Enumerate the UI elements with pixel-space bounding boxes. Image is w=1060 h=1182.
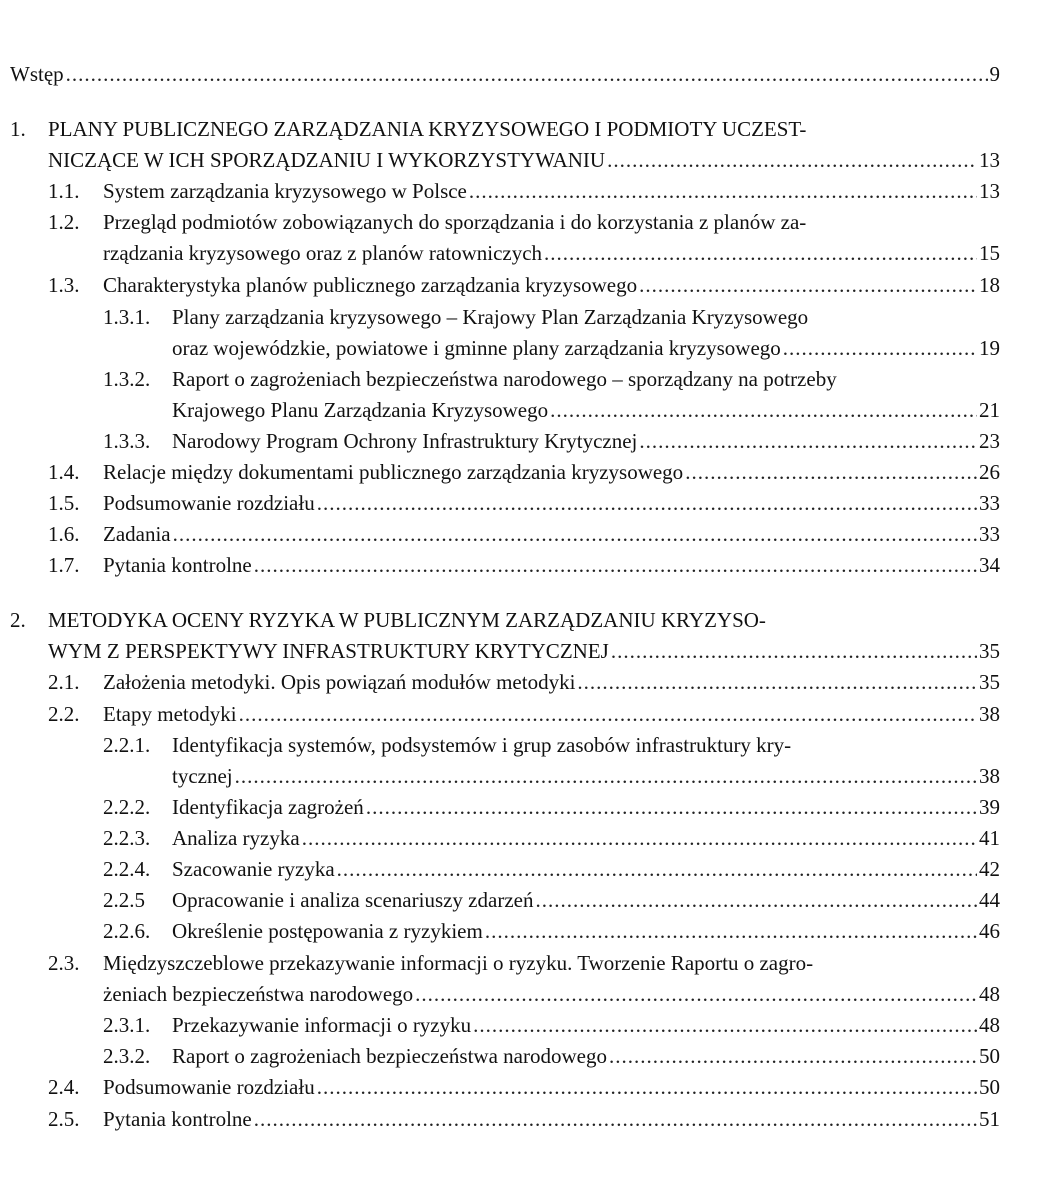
toc-entry-chapter-1-cont <box>0 144 1000 176</box>
toc-row <box>103 487 1000 519</box>
toc-entry-2-3-1 <box>0 1009 1000 1041</box>
toc-entry-number: 1.2. <box>48 210 80 234</box>
toc-entry-title: PLANY PUBLICZNEGO ZARZĄDZANIA KRYZYSOWEGO I PODMIOTY UCZEST- <box>48 117 807 141</box>
toc-leader-dots <box>469 175 977 207</box>
toc-entry-title: System zarządzania kryzysowego w Polsce <box>103 179 467 203</box>
toc-entry-2-2-1 <box>0 729 1000 761</box>
toc-page-number: 13 <box>979 179 1000 203</box>
toc-leader-dots <box>544 237 977 269</box>
toc-entry-title: tycznej <box>172 764 233 788</box>
toc-entry-2-2 <box>0 698 1000 730</box>
toc-row <box>172 915 1000 947</box>
toc-entry-1-3-1 <box>0 301 1000 333</box>
toc-entry-number: 1.1. <box>48 179 80 203</box>
toc-row <box>172 822 1000 854</box>
toc-page-number: 35 <box>979 639 1000 663</box>
toc-page-number: 48 <box>979 982 1000 1006</box>
toc-entry-number: 2.4. <box>48 1075 80 1099</box>
toc-row <box>103 237 1000 269</box>
toc-entry-chapter-2 <box>0 604 1000 636</box>
toc-page-number: 15 <box>979 241 1000 265</box>
toc-row <box>172 1009 1000 1041</box>
toc-entry-title: Podsumowanie rozdziału <box>103 491 315 515</box>
toc-entry-number: 2.3.1. <box>103 1013 151 1037</box>
toc-leader-dots <box>639 425 977 457</box>
toc-entry-2-3 <box>0 947 1000 979</box>
toc-entry-title: Plany zarządzania kryzysowego – Krajowy Plan Zarządzania Kryzysowego <box>172 305 809 329</box>
toc-entry-number: 2.1. <box>48 670 80 694</box>
toc-leader-dots <box>485 915 977 947</box>
toc-leader-dots <box>302 822 977 854</box>
toc-entry-title: Relacje między dokumentami publicznego zarządzania kryzysowego <box>103 460 684 484</box>
toc-entry-title: Raport o zagrożeniach bezpieczeństwa narodowego – sporządzany na potrzeby <box>172 367 837 391</box>
toc-row <box>10 58 1000 90</box>
toc-entry-number: 1.6. <box>48 522 80 546</box>
toc-leader-dots <box>577 666 977 698</box>
toc-entry-1-4 <box>0 456 1000 488</box>
toc-entry-title: żeniach bezpieczeństwa narodowego <box>103 982 414 1006</box>
toc-entry-number: 2. <box>10 608 26 632</box>
toc-page-number: 38 <box>979 764 1000 788</box>
toc-entry-title: Opracowanie i analiza scenariuszy zdarzeń <box>172 888 534 912</box>
toc-row <box>172 853 1000 885</box>
toc-entry-number: 2.2.2. <box>103 795 151 819</box>
toc-page-number: 33 <box>979 491 1000 515</box>
toc-row <box>172 1040 1000 1072</box>
toc-entry-title: WYM Z PERSPEKTYWY INFRASTRUKTURY KRYTYCZNEJ <box>48 639 609 663</box>
toc-row <box>103 269 1000 301</box>
toc-page-number: 35 <box>979 670 1000 694</box>
toc-row <box>172 332 1000 364</box>
toc-entry-number: 1.5. <box>48 491 80 515</box>
toc-entry-number: 1.7. <box>48 553 80 577</box>
toc-leader-dots <box>550 394 977 426</box>
toc-leader-dots <box>609 1040 977 1072</box>
toc-entry-number: 2.2.4. <box>103 857 151 881</box>
toc-leader-dots <box>317 487 977 519</box>
toc-page-number: 48 <box>979 1013 1000 1037</box>
toc-leader-dots <box>607 144 977 176</box>
toc-entry-title: Charakterystyka planów publicznego zarządzania kryzysowego <box>103 273 638 297</box>
toc-entry-2-2-2 <box>0 791 1000 823</box>
toc-entry-number: 1.3.1. <box>103 305 151 329</box>
toc-row <box>103 666 1000 698</box>
toc-entry-number: 2.2. <box>48 702 80 726</box>
toc-entry-2-5 <box>0 1103 1000 1135</box>
toc-entry-number: 2.2.5 <box>103 888 145 912</box>
toc-entry-title: Etapy metodyki <box>103 702 237 726</box>
toc-entry-title: rządzania kryzysowego oraz z planów ratowniczych <box>103 241 543 265</box>
toc-page-number: 9 <box>989 62 1000 86</box>
toc-entry-title: Wstęp <box>10 62 64 86</box>
toc-entry-title: Międzyszczeblowe przekazywanie informacji o ryzyku. Tworzenie Raportu o zagro- <box>103 951 814 975</box>
toc-row <box>172 394 1000 426</box>
toc-entry-1-3-3 <box>0 425 1000 457</box>
toc-leader-dots <box>317 1071 977 1103</box>
toc-entry-number: 1.4. <box>48 460 80 484</box>
toc-entry-title: Przegląd podmiotów zobowiązanych do sporządzania i do korzystania z planów za- <box>103 210 807 234</box>
toc-entry-number: 2.2.3. <box>103 826 151 850</box>
toc-entry-chapter-1 <box>0 113 1000 145</box>
toc-entry-1-3-2-cont <box>0 394 1000 426</box>
toc-entry-title: Krajowego Planu Zarządzania Kryzysowego <box>172 398 549 422</box>
toc-entry-number: 2.3.2. <box>103 1044 151 1068</box>
toc-entry-2-2-1-cont <box>0 760 1000 792</box>
toc-page-number: 21 <box>979 398 1000 422</box>
toc-entry-title: Zadania <box>103 522 171 546</box>
toc-row <box>48 635 1000 667</box>
toc-entry-1-3-1-cont <box>0 332 1000 364</box>
toc-entry-2-2-5 <box>0 884 1000 916</box>
toc-leader-dots <box>66 58 988 90</box>
toc-entry-number: 1.3.3. <box>103 429 151 453</box>
toc-page-number: 50 <box>979 1044 1000 1068</box>
toc-entry-1-2-cont <box>0 237 1000 269</box>
toc-entry-2-2-4 <box>0 853 1000 885</box>
toc-row <box>172 425 1000 457</box>
toc-page-number: 50 <box>979 1075 1000 1099</box>
toc-row <box>172 884 1000 916</box>
toc-entry-title: Szacowanie ryzyka <box>172 857 335 881</box>
toc-page-number: 41 <box>979 826 1000 850</box>
toc-entry-title: Pytania kontrolne <box>103 1107 252 1131</box>
toc-row <box>103 175 1000 207</box>
toc-page-number: 46 <box>979 919 1000 943</box>
toc-row <box>103 698 1000 730</box>
toc-row <box>103 518 1000 550</box>
toc-page-number: 13 <box>979 148 1000 172</box>
toc-entry-1-1 <box>0 175 1000 207</box>
toc-entry-2-2-6 <box>0 915 1000 947</box>
toc-entry-title: Raport o zagrożeniach bezpieczeństwa narodowego <box>172 1044 607 1068</box>
toc-leader-dots <box>473 1009 977 1041</box>
toc-entry-number: 2.2.1. <box>103 733 151 757</box>
toc-page-number: 18 <box>979 273 1000 297</box>
toc-row <box>103 1071 1000 1103</box>
toc-entry-title: Podsumowanie rozdziału <box>103 1075 315 1099</box>
toc-entry-number: 2.3. <box>48 951 80 975</box>
toc-leader-dots <box>535 884 977 916</box>
toc-entry-1-6 <box>0 518 1000 550</box>
toc-entry-1-2 <box>0 206 1000 238</box>
toc-leader-dots <box>783 332 977 364</box>
toc-page-number: 33 <box>979 522 1000 546</box>
toc-entry-2-1 <box>0 666 1000 698</box>
toc-leader-dots <box>415 978 977 1010</box>
toc-row <box>48 144 1000 176</box>
toc-page-number: 23 <box>979 429 1000 453</box>
toc-row <box>172 791 1000 823</box>
toc-page-number: 19 <box>979 336 1000 360</box>
toc-entry-number: 2.2.6. <box>103 919 151 943</box>
toc-entry-title: Identyfikacja systemów, podsystemów i grup zasobów infrastruktury kry- <box>172 733 792 757</box>
toc-entry-1-3-2 <box>0 363 1000 395</box>
toc-entry-2-3-2 <box>0 1040 1000 1072</box>
toc-leader-dots <box>254 1103 977 1135</box>
toc-leader-dots <box>366 791 977 823</box>
toc-page-number: 42 <box>979 857 1000 881</box>
toc-entry-wstep <box>0 58 1000 90</box>
toc-leader-dots <box>239 698 977 730</box>
toc-page-number: 38 <box>979 702 1000 726</box>
toc-entry-title: Przekazywanie informacji o ryzyku <box>172 1013 472 1037</box>
toc-page-number: 44 <box>979 888 1000 912</box>
toc-leader-dots <box>685 456 977 488</box>
toc-entry-title: Narodowy Program Ochrony Infrastruktury Krytycznej <box>172 429 638 453</box>
toc-entry-title: Określenie postępowania z ryzykiem <box>172 919 483 943</box>
toc-entry-number: 2.5. <box>48 1107 80 1131</box>
toc-entry-number: 1.3.2. <box>103 367 151 391</box>
toc-entry-title: Analiza ryzyka <box>172 826 300 850</box>
toc-row <box>103 456 1000 488</box>
toc-leader-dots <box>639 269 977 301</box>
toc-entry-1-7 <box>0 549 1000 581</box>
toc-row <box>103 549 1000 581</box>
toc-row <box>103 978 1000 1010</box>
toc-entry-number: 1. <box>10 117 26 141</box>
toc-entry-1-3 <box>0 269 1000 301</box>
toc-entry-title: Założenia metodyki. Opis powiązań modułów metodyki <box>103 670 576 694</box>
toc-entry-title: METODYKA OCENY RYZYKA W PUBLICZNYM ZARZĄDZANIU KRYZYSO- <box>48 608 766 632</box>
toc-row <box>103 1103 1000 1135</box>
toc-entry-title: NICZĄCE W ICH SPORZĄDZANIU I WYKORZYSTYWANIU <box>48 148 606 172</box>
toc-entry-title: Identyfikacja zagrożeń <box>172 795 364 819</box>
toc-page-number: 34 <box>979 553 1000 577</box>
toc-entry-2-4 <box>0 1071 1000 1103</box>
toc-page-number: 51 <box>979 1107 1000 1131</box>
toc-entry-title: Pytania kontrolne <box>103 553 252 577</box>
toc-entry-2-3-cont <box>0 978 1000 1010</box>
toc-leader-dots <box>337 853 977 885</box>
toc-page-number: 39 <box>979 795 1000 819</box>
toc-leader-dots <box>235 760 977 792</box>
toc-entry-chapter-2-cont <box>0 635 1000 667</box>
toc-entry-title: oraz wojewódzkie, powiatowe i gminne plany zarządzania kryzysowego <box>172 336 781 360</box>
toc-page-number: 26 <box>979 460 1000 484</box>
toc-leader-dots <box>611 635 977 667</box>
toc-entry-2-2-3 <box>0 822 1000 854</box>
toc-entry-1-5 <box>0 487 1000 519</box>
toc-row <box>172 760 1000 792</box>
toc-leader-dots <box>254 549 977 581</box>
toc-entry-number: 1.3. <box>48 273 80 297</box>
toc-leader-dots <box>173 518 977 550</box>
